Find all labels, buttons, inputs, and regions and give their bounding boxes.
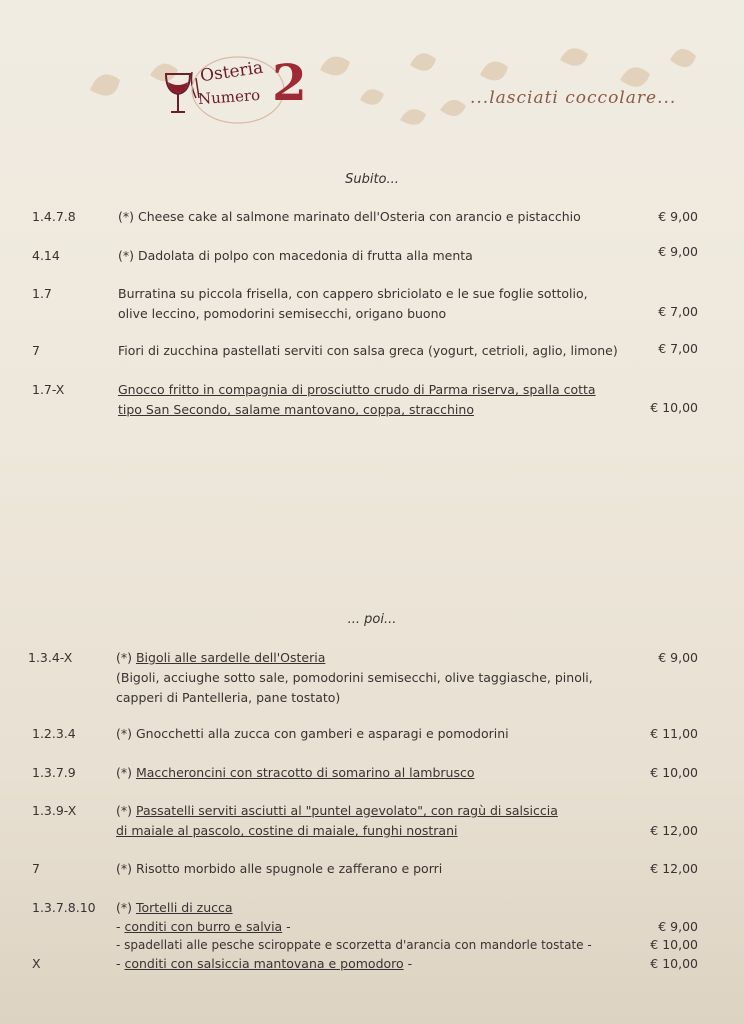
dish-description: (*) Cheese cake al salmone marinato dell'Osteria con arancio e pistacchio (118, 209, 581, 224)
section-poi-heading: ... poi... (347, 612, 397, 627)
dish-description: Burratina su piccola frisella, con cappero sbriciolato e le sue foglie sottolio, (118, 286, 588, 301)
dish-price: € 7,00 (658, 341, 698, 356)
dish-title: Passatelli serviti asciutti al "puntel agevolato", con ragù di salsiccia (135, 803, 558, 818)
dish-description: olive leccino, pomodorini semisecchi, origano buono (118, 306, 447, 321)
allergen-code: 4.14 (32, 248, 60, 263)
allergen-code: 1.7-X (32, 382, 65, 397)
dish-price: € 12,00 (650, 861, 698, 876)
allergen-code: 1.3.7.8.10 (32, 900, 96, 915)
variant-prefix: - (116, 938, 125, 952)
dish-price: € 12,00 (650, 823, 698, 838)
dish-price: € 9,00 (658, 209, 698, 224)
dish-title: Gnocchetti alla zucca con gamberi e asparagi e pomodorini (135, 726, 509, 741)
dish-prefix: (*) (116, 803, 136, 818)
dish-price: € 11,00 (650, 726, 698, 741)
dish-prefix: (*) (116, 900, 136, 915)
dish-title: Tortelli di zucca (135, 900, 233, 915)
dish-prefix: (*) (116, 861, 136, 876)
dish-price: € 10,00 (650, 765, 698, 780)
dish-description: Gnocco fritto in compagnia di prosciutto crudo di Parma riserva, spalla cotta (118, 382, 596, 397)
dish-price: € 9,00 (658, 244, 698, 259)
allergen-code: 7 (32, 861, 40, 876)
dish-prefix: (*) (116, 726, 136, 741)
allergen-code: 1.3.9-X (32, 803, 77, 818)
dish-price: € 10,00 (650, 400, 698, 415)
allergen-code: 1.3.7.9 (32, 765, 76, 780)
dish-price: € 10,00 (650, 956, 698, 971)
dish-description: tipo San Secondo, salame mantovano, coppa, stracchino (118, 402, 474, 417)
logo-numero: Numero (197, 85, 261, 109)
variant-suffix: - (282, 919, 291, 934)
allergen-code: 7 (32, 343, 40, 358)
variant-prefix: - (116, 919, 125, 934)
dish-title: Bigoli alle sardelle dell'Osteria (135, 650, 326, 665)
dish-title: Risotto morbido alle spugnole e zafferano e porri (135, 861, 443, 876)
dish-description: di maiale al pascolo, costine di maiale, funghi nostrani (116, 823, 458, 838)
dish-price: € 10,00 (650, 937, 698, 952)
dish-price: € 9,00 (658, 650, 698, 665)
variant-text: conditi con salsiccia mantovana e pomodoro (124, 956, 404, 971)
allergen-code: 1.3.4-X (28, 650, 73, 665)
allergen-code: 1.4.7.8 (32, 209, 76, 224)
dish-description: capperi di Pantelleria, pane tostato) (116, 690, 341, 705)
dish-prefix: (*) (116, 650, 136, 665)
variant-text: spadellati alle pesche sciroppate e scorzetta d'arancia con mandorle tostate (124, 938, 584, 952)
dish-description: (Bigoli, acciughe sotto sale, pomodorini semisecchi, olive taggiasche, pinoli, (116, 670, 593, 685)
variant-suffix: - (583, 938, 592, 952)
dish-description: (*) Dadolata di polpo con macedonia di frutta alla menta (118, 248, 473, 263)
allergen-code: X (32, 956, 41, 971)
dish-title: Maccheroncini con stracotto di somarino al lambrusco (135, 765, 475, 780)
dish-price: € 9,00 (658, 919, 698, 934)
dish-price: € 7,00 (658, 304, 698, 319)
allergen-code: 1.2.3.4 (32, 726, 76, 741)
dish-description: Fiori di zucchina pastellati serviti con salsa greca (yogurt, cetrioli, aglio, limone) (118, 343, 618, 358)
dish-prefix: (*) (116, 765, 136, 780)
allergen-code: 1.7 (32, 286, 52, 301)
logo-osteria: Osteria (198, 57, 265, 87)
variant-text: conditi con burro e salvia (124, 919, 283, 934)
tagline: ...lasciati coccolare... (470, 88, 677, 108)
logo-number: 2 (272, 53, 307, 112)
variant-suffix: - (403, 956, 413, 971)
section-subito-heading: Subito... (345, 172, 399, 187)
variant-prefix: - (116, 956, 125, 971)
